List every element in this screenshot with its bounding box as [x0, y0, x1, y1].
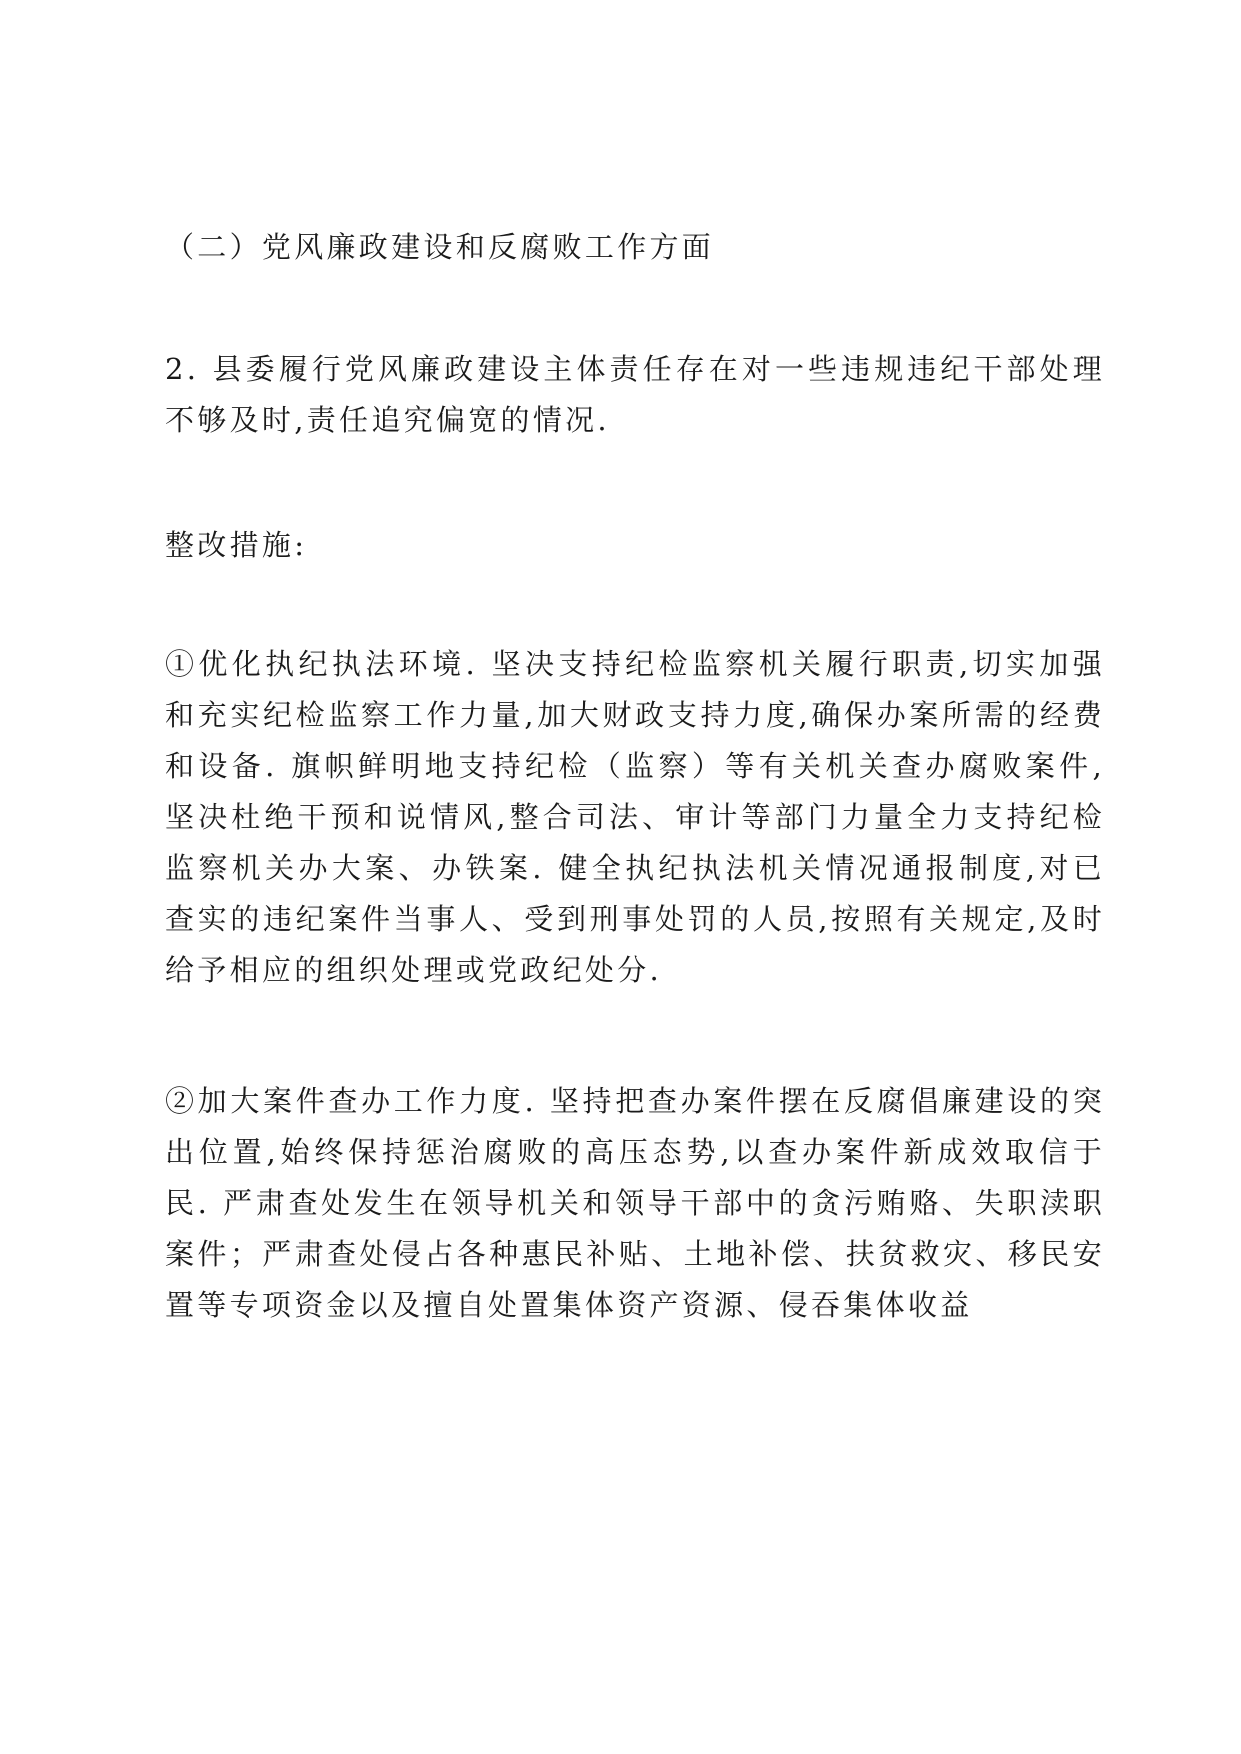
measure-paragraph-1: ①优化执纪执法环境. 坚决支持纪检监察机关履行职责,切实加强和充实纪检监察工作力量,加大财政支持力度,确保办案所需的经费和设备. 旗帜鲜明地支持纪检（监察）等有关机关查办腐败案件,坚决杜绝干预和说情风,整合司法、审计等部门力量全力支持纪检监察机关办大案、办铁案. 健全执纪执法机关情况通报制度,对已查实的违纪案件当事人、受到刑事处罚的人员,按照有关规定,及时给予相应的组织处理或党政纪处分.	[165, 647, 1105, 987]
problem-statement: 2. 县委履行党风廉政建设主体责任存在对一些违规违纪干部处理不够及时,责任追究偏宽的情况.	[165, 352, 1105, 437]
section-heading: （二）党风廉政建设和反腐败工作方面	[165, 230, 715, 264]
document-body	[165, 222, 1105, 1331]
measures-label: 整改措施:	[165, 528, 308, 562]
measure-paragraph-2: ②加大案件查办工作力度. 坚持把查办案件摆在反腐倡廉建设的突出位置,始终保持惩治腐败的高压态势,以查办案件新成效取信于民. 严肃查处发生在领导机关和领导干部中的贪污贿赂、失职渎职案件；严肃查处侵占各种惠民补贴、土地补偿、扶贫救灾、移民安置等专项资金以及擅自处置集体资产资源、侵吞集体收益	[165, 1084, 1105, 1322]
